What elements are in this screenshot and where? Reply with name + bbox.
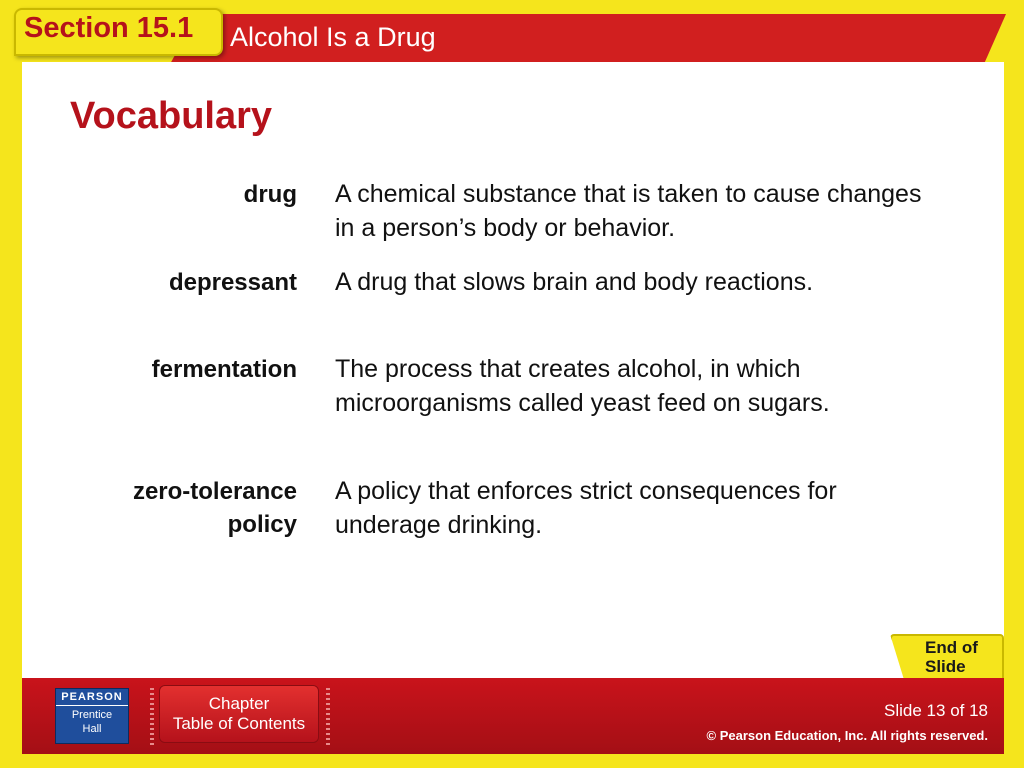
vocab-term: zero-tolerance policy — [132, 478, 297, 538]
vocab-term: drug — [243, 181, 297, 208]
vocab-definition: A chemical substance that is taken to cause changes in a person’s body or behavior. — [335, 180, 922, 242]
vocab-definition: A drug that slows brain and body reactions. — [335, 268, 814, 296]
vocab-term: depressant — [168, 269, 297, 296]
frame-bottom — [0, 754, 1024, 768]
pearson-logo-top: PEARSON — [56, 689, 128, 706]
end-of-slide-text: End of Slide — [925, 638, 978, 676]
pearson-logo-bottom — [56, 708, 128, 736]
chapter-toc-button[interactable] — [160, 686, 318, 742]
frame-right — [1004, 0, 1024, 768]
section-label: Section 15.1 — [24, 12, 194, 44]
vocab-term: fermentation — [151, 356, 297, 383]
lesson-title: Alcohol Is a Drug — [230, 22, 436, 52]
chapter-toc-line1: Chapter — [208, 694, 270, 713]
vocab-definition: The process that creates alcohol, in which microorganisms called yeast feed on sugars. — [335, 355, 830, 417]
page-title: Vocabulary — [70, 95, 273, 137]
copyright-notice: © Pearson Education, Inc. All rights reserved. — [706, 728, 988, 743]
frame-left — [0, 0, 22, 768]
slide-counter: Slide 13 of 18 — [884, 701, 988, 720]
footer-divider — [326, 688, 330, 746]
chapter-toc-line2: Table of Contents — [172, 714, 306, 733]
footer-divider — [150, 688, 154, 746]
pearson-logo[interactable] — [55, 688, 129, 744]
vocab-definition: A policy that enforces strict consequences for underage drinking. — [335, 477, 837, 539]
end-of-slide-label — [925, 638, 995, 676]
pearson-logo-line1: Prentice — [71, 709, 113, 721]
pearson-logo-line2: Hall — [82, 723, 102, 735]
